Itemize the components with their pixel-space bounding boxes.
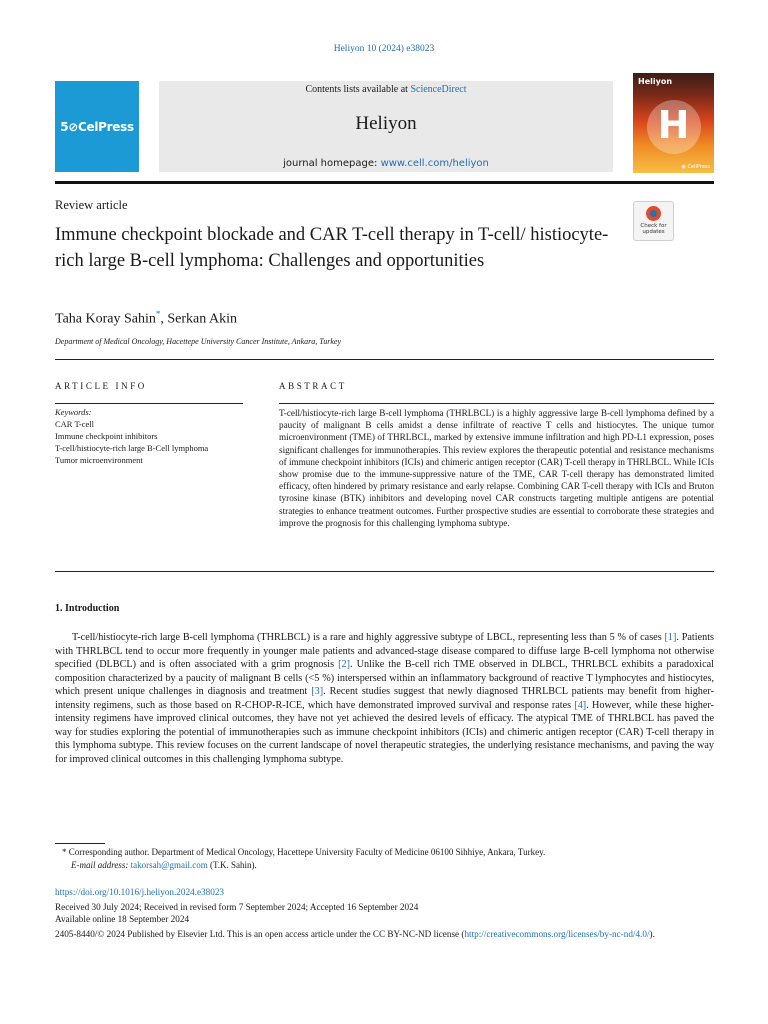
reference-link[interactable]: [1]	[664, 632, 677, 643]
corresponding-marker[interactable]: *	[155, 309, 161, 319]
article-type: Review article	[55, 198, 128, 212]
license-text: 2405-8440/© 2024 Published by Elsevier Ltd. This is an open access article under the CC BY-NC-ND license (	[55, 929, 465, 939]
cellpress-logo-text: 5⊘CelPress	[60, 119, 134, 134]
keyword-item: Tumor microenvironment	[55, 455, 143, 465]
cellpress-logo[interactable]	[55, 81, 139, 172]
keyword-list	[55, 418, 208, 466]
reference-link[interactable]: [4]	[574, 699, 587, 711]
keyword-item: T-cell/histiocyte-rich large B-Cell lymphoma	[55, 443, 209, 453]
doi-url[interactable]: https://doi.org/10.1016/j.heliyon.2024.e38023	[55, 887, 225, 897]
keywords-label: Keywords:	[55, 407, 92, 417]
divider	[55, 403, 243, 404]
journal-homepage	[159, 158, 613, 169]
divider	[279, 403, 714, 404]
cover-footer: ◉ CellPress	[681, 164, 710, 170]
corresponding-footnote: * Corresponding author. Department of Medical Oncology, Hacettepe University Faculty of Medicine 06100 Sihhiye, Ankara, Turkey.	[62, 847, 546, 857]
received-dates: Received 30 July 2024; Received in revised form 7 September 2024; Accepted 16 September 2024	[55, 902, 419, 912]
cover-title: Heliyon	[638, 77, 673, 86]
divider	[55, 571, 714, 572]
contents-line	[159, 84, 613, 95]
license-link[interactable]: http://creativecommons.org/licenses/by-nc-nd/4.0/	[464, 929, 650, 939]
header-divider	[55, 181, 714, 184]
email-label: E-mail address:	[71, 860, 131, 870]
intro-text: . Patients with THRLBCL tend to occur more frequently in younger male patients and advanced-stage disease compared to diffuse large B-cell lymphoma not otherwise specified (DLBCL) and is often associated with a grim prognosis	[55, 632, 714, 670]
article-title: Immune checkpoint blockade and CAR T-cell therapy in T-cell/ histiocyte-rich large B-cell lymphoma: Challenges and opportunities	[55, 225, 609, 271]
license-end: ).	[649, 929, 655, 939]
abstract-heading: ABSTRACT	[279, 381, 347, 391]
reference-link[interactable]: [2]	[338, 659, 350, 670]
author-name[interactable]: Taha Koray Sahin	[55, 311, 156, 327]
homepage-prefix: journal homepage:	[283, 158, 381, 169]
keyword-item: Immune checkpoint inhibitors	[55, 431, 158, 441]
intro-paragraph	[55, 631, 714, 766]
intro-text: . Unlike the B-cell rich TME observed in DLBCL, THRLBCL exhibits a paradoxical composition characterized by a paucity of malignant B cells (<5 %) interspersed within an inflammatory background of reactive T lymphocytes and histiocytes, which present unique challenges in diagnosis and treatment	[55, 659, 714, 697]
author-list	[55, 309, 237, 328]
intro-text: . Recent studies suggest that newly diagnosed THRLBCL patients may benefit from higher-intensity regimens, such as those based on R-CHOP-R-ICE, which have demonstrated improved survival and response rates	[55, 686, 714, 711]
available-online: Available online 18 September 2024	[55, 914, 190, 924]
abstract-text: T-cell/histiocyte-rich large B-cell lymphoma (THRLBCL) is a highly aggressive large B-cell lymphoma defined by a paucity of malignant B cells amidst a dense infiltrate of reactive T cells and histiocytes. The unique tumor microenvironment (TME) of THRLBCL, marked by extensive immune infiltration and high PD-L1 expression, poses significant challenges for immunotherapies. This review explores the therapeutic potential and resistance mechanisms of immune checkpoint inhibitors (ICIs) and chimeric antigen receptor (CAR) T-cell therapy in THRLBCL. While ICIs show promise due to the immune-suppressive nature of the TME, CAR T-cell therapy has demonstrated limited efficacy, often hindered by primary resistance and early relapse. Combining CAR T-cell therapy with ICIs and Bruton tyrosine kinase (BTK) inhibitors and developing novel CAR constructs targeting multiple antigens are potential strategies to enhance treatment outcomes. Further prospective studies are essential to corroborate these strategies and improve the prognosis for this challenging lymphoma subtype.	[279, 408, 714, 528]
email-footnote	[71, 860, 257, 870]
license-notice	[55, 928, 714, 940]
check-updates-icon	[646, 206, 661, 221]
keyword-item: CAR T-cell	[55, 419, 94, 429]
journal-title: Heliyon	[355, 113, 417, 134]
journal-citation[interactable]: Heliyon 10 (2024) e38023	[333, 44, 435, 54]
journal-cover-image[interactable]	[633, 73, 714, 173]
doi-link[interactable]	[55, 887, 224, 897]
intro-text: T-cell/histiocyte-rich large B-cell lymphoma (THRLBCL) is a rare and highly aggressive subtype of LBCL, representing less than 5 % of cases	[72, 632, 665, 643]
divider	[55, 359, 714, 360]
reference-link[interactable]: [3]	[311, 686, 324, 697]
article-info-heading: ARTICLE INFO	[55, 381, 147, 391]
email-link[interactable]: takorsah@gmail.com	[130, 860, 208, 870]
contents-prefix: Contents lists available at	[305, 84, 411, 95]
email-suffix: (T.K. Sahin).	[207, 860, 257, 870]
sciencedirect-link[interactable]: ScienceDirect	[410, 84, 467, 95]
check-updates-label: Check for updates	[640, 223, 667, 235]
intro-text: . However, while these higher-intensity regimens have improved clinical outcomes, they have not yet achieved the desired levels of efficacy. The atypical TME of THRLBCL has paved the way for studies exploring the potential of immunotherapies such as immune checkpoint inhibitors (ICIs) and chimeric antigen receptor (CAR) T-cell therapy in this lymphoma subtype. This review focuses on the current landscape of novel therapeutic strategies, the underlying resistance mechanisms, and paving the way for improved clinical outcomes in this challenging lymphoma subtype.	[55, 699, 714, 765]
check-for-updates-badge[interactable]	[633, 201, 674, 241]
homepage-link[interactable]: www.cell.com/heliyon	[380, 158, 489, 169]
author-name[interactable]: , Serkan Akin	[160, 311, 237, 327]
cover-letter: H	[657, 103, 690, 147]
footnote-divider	[55, 843, 105, 844]
affiliation: Department of Medical Oncology, Hacettepe University Cancer Institute, Ankara, Turkey	[55, 337, 342, 346]
section-heading: 1. Introduction	[55, 603, 120, 614]
